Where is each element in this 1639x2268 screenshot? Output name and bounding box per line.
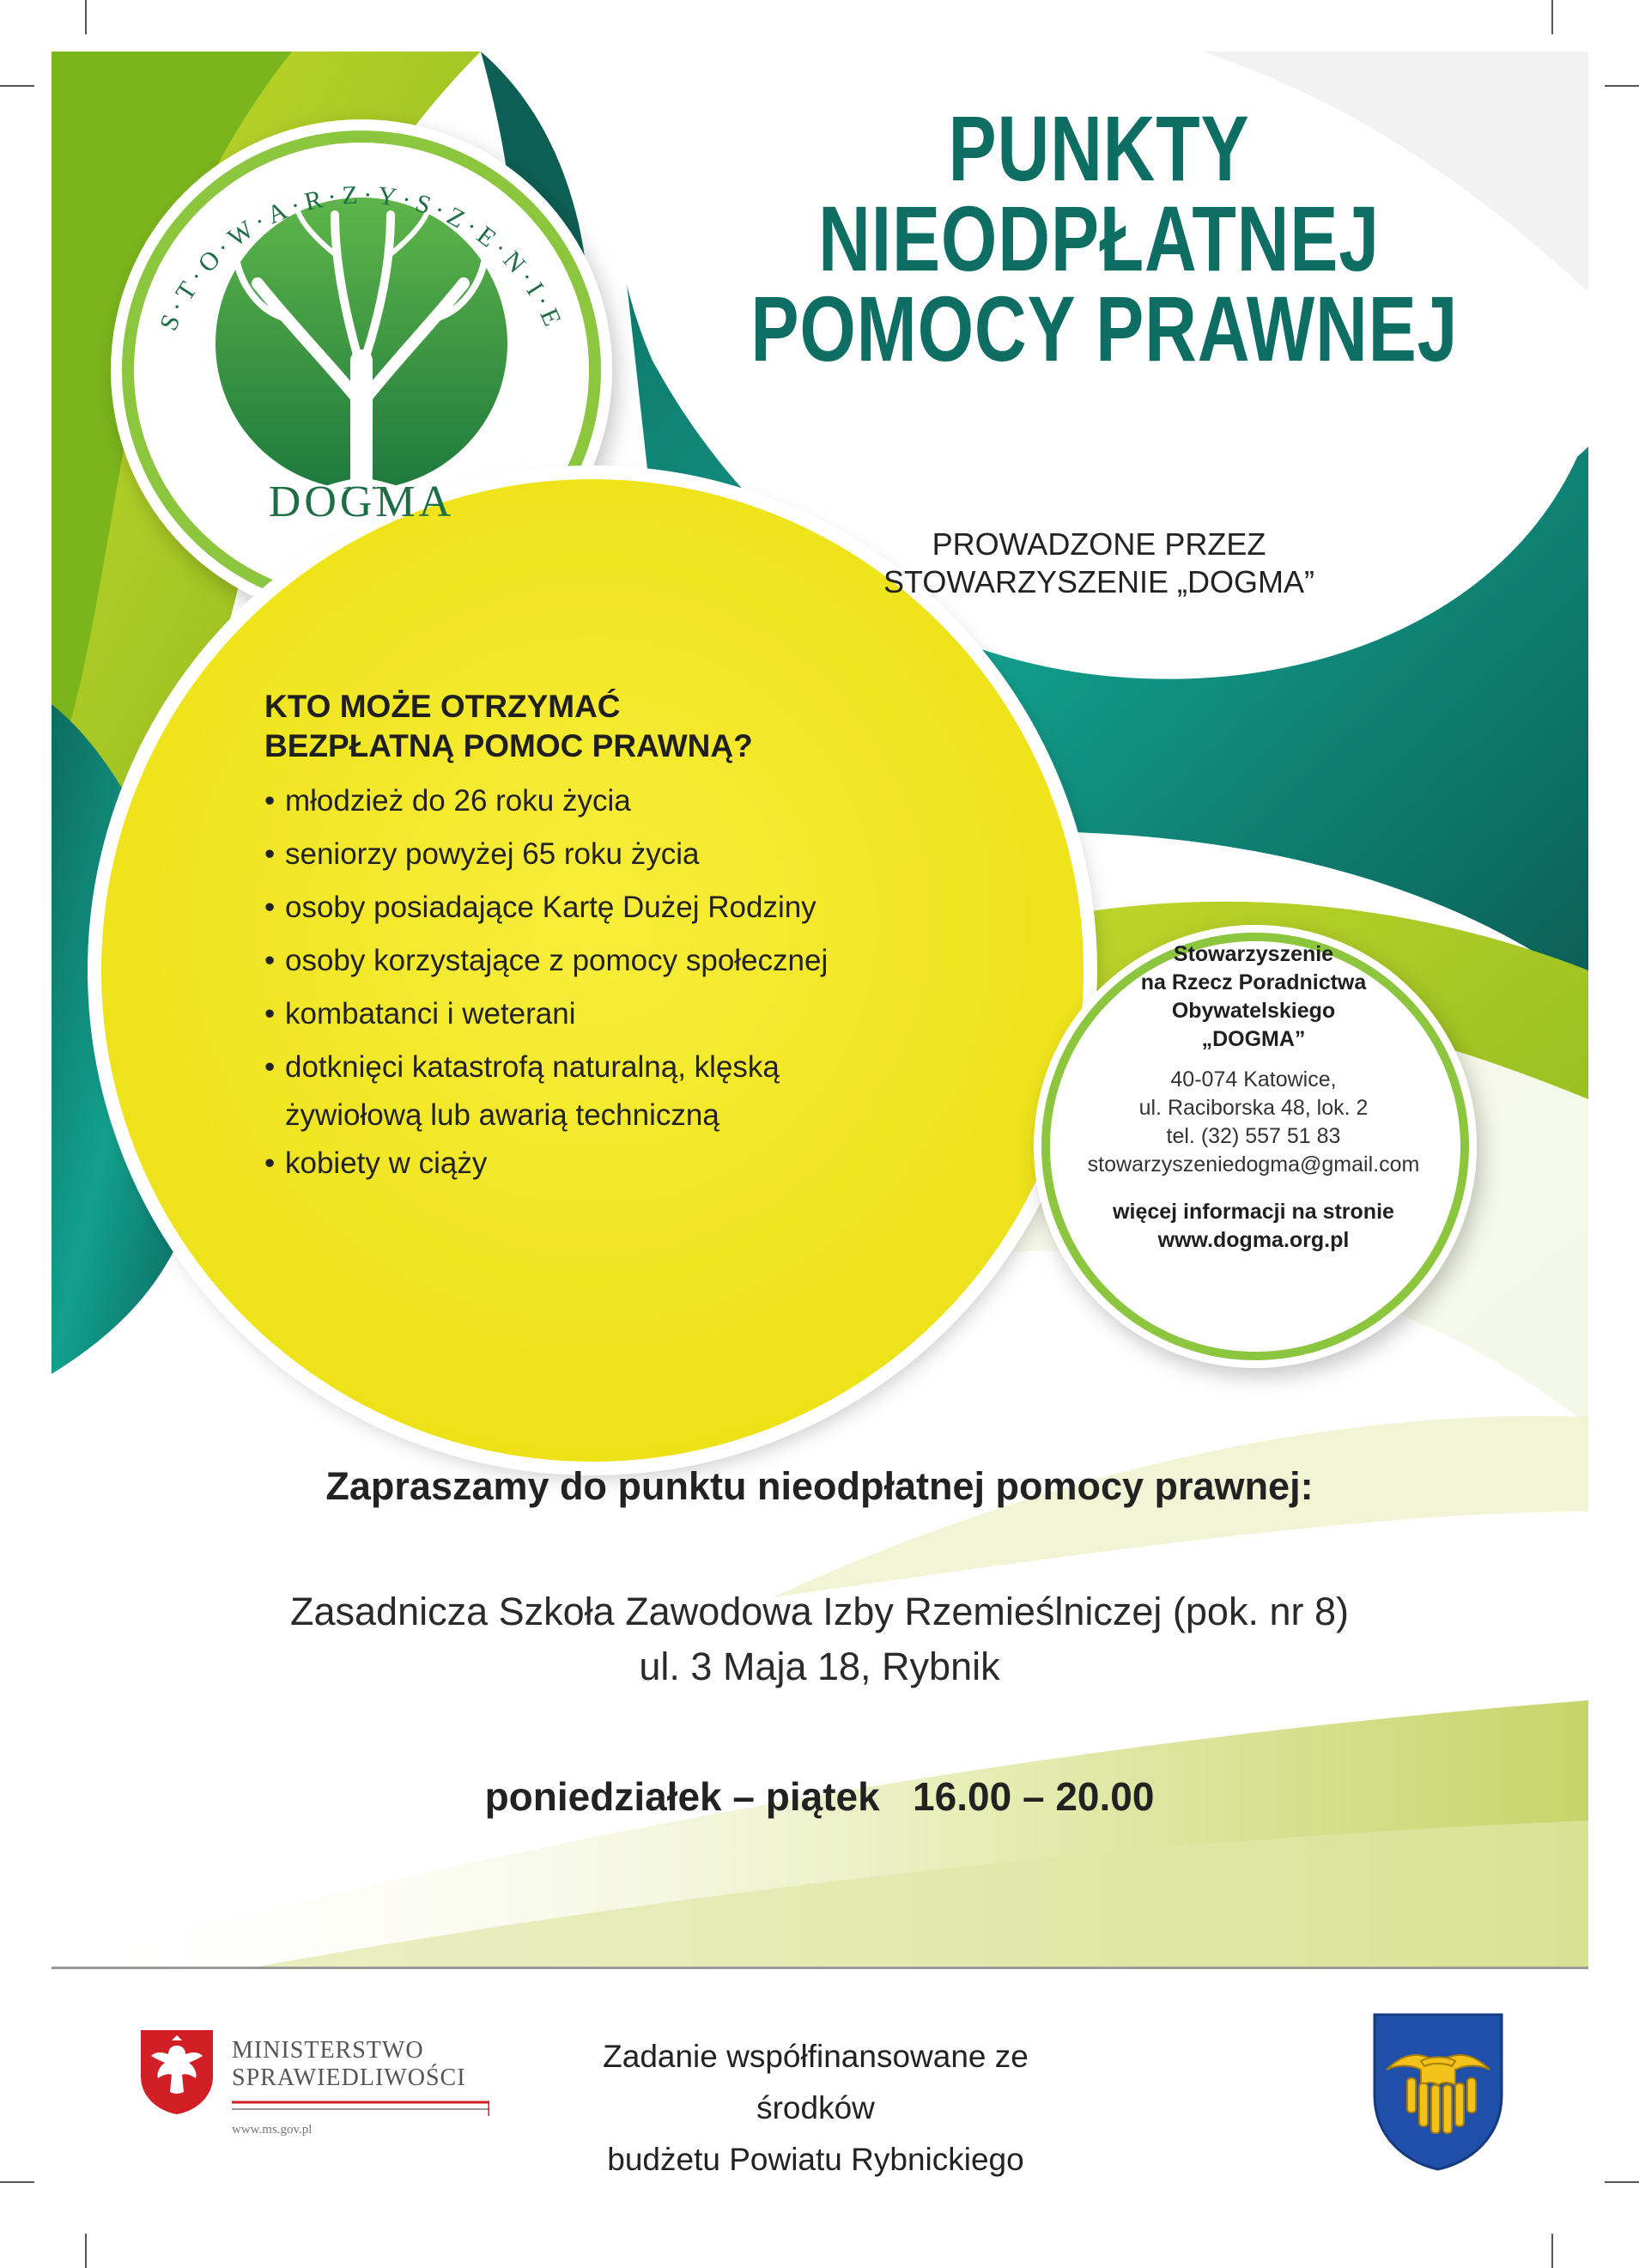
ministry-name-line-2: SPRAWIEDLIWOŚCI [232, 2064, 466, 2091]
phone: tel. (32) 557 51 83 [1166, 1124, 1341, 1148]
funding-line-1: Zadanie współfinansowane ze środków [603, 2039, 1029, 2125]
website-link[interactable]: www.dogma.org.pl [1157, 1228, 1350, 1252]
list-item: • kombatanci i weterani [264, 997, 576, 1031]
logo-lettering [111, 119, 612, 621]
address-line-2: ul. Raciborska 48, lok. 2 [1138, 1096, 1369, 1120]
list-item: • osoby posiadające Kartę Dużej Rodziny [264, 891, 816, 924]
location-line-1: Zasadnicza Szkoła Zawodowa Izby Rzemieślniczej (pok. nr 8) [290, 1590, 1349, 1633]
title-line-2: NIEODPŁATNEJ [818, 186, 1380, 290]
list-item: • dotknięci katastrofą naturalną, klęską [264, 1050, 780, 1084]
opening-hours: poniedziałek – piątek 16.00 – 20.00 [484, 1774, 1155, 1819]
location [0, 1584, 1639, 1694]
eligibility-section [264, 687, 934, 1190]
address-line-1: 40-074 Katowice, [1170, 1067, 1337, 1091]
page-title [750, 96, 1459, 380]
contact-info [1056, 940, 1451, 1255]
title-line-1: PUNKTY [948, 96, 1250, 200]
eligibility-heading-line-2: BEZPŁATNĄ POMOC PRAWNĄ? [264, 728, 753, 763]
title-line-3: POMOCY PRAWNEJ [750, 277, 1459, 380]
silesia-coat-of-arms-icon [1369, 2010, 1507, 2173]
logo-name: DOGMA [268, 477, 455, 526]
more-info-line: więcej informacji na stronie [1113, 1200, 1394, 1224]
list-item: • seniorzy powyżej 65 roku życia [264, 837, 700, 871]
eligibility-heading [264, 687, 934, 766]
org-name-line-4: „DOGMA” [1201, 1027, 1306, 1051]
funding-note [549, 2031, 1082, 2186]
org-name-line-3: Obywatelskiego [1171, 999, 1336, 1023]
subtitle-line-1: PROWADZONE PRZEZ [932, 526, 1266, 562]
logo-ring-text: S·T·O·W·A·R·Z·Y·S·Z·E·N·I·E [154, 180, 569, 335]
ministry-url: www.ms.gov.pl [232, 2123, 313, 2137]
ministry-underline [232, 2097, 489, 2118]
subtitle [773, 526, 1425, 601]
list-item: • osoby korzystające z pomocy społecznej [264, 944, 829, 977]
svg-text:S·T·O·W·A·R·Z·Y·S·Z·E·N·I·E [155, 180, 569, 335]
list-item-continuation: żywiołową lub awarią techniczną [285, 1098, 719, 1132]
location-line-2: ul. 3 Maja 18, Rybnik [639, 1645, 1000, 1688]
ministry-logo [137, 2027, 532, 2164]
list-item: • młodzież do 26 roku życia [264, 784, 631, 818]
list-item: • kobiety w ciąży [264, 1146, 488, 1180]
eligibility-list [264, 775, 934, 1190]
funding-line-2: budżetu Powiatu Rybnickiego [607, 2142, 1024, 2177]
footer-divider [52, 1967, 1588, 1969]
org-name-line-1: Stowarzyszenie [1173, 942, 1334, 966]
ministry-name-line-1: MINISTERSTWO [232, 2037, 424, 2064]
invite-heading: Zapraszamy do punktu nieodpłatnej pomocy prawnej: [325, 1464, 1314, 1508]
email-link[interactable]: stowarzyszeniedogma@gmail.com [1087, 1152, 1420, 1177]
eagle-emblem-icon [137, 2027, 216, 2116]
subtitle-line-2: STOWARZYSZENIE „DOGMA” [883, 564, 1314, 599]
org-name-line-2: na Rzecz Poradnictwa [1140, 970, 1367, 994]
eligibility-heading-line-1: KTO MOŻE OTRZYMAĆ [264, 689, 621, 724]
